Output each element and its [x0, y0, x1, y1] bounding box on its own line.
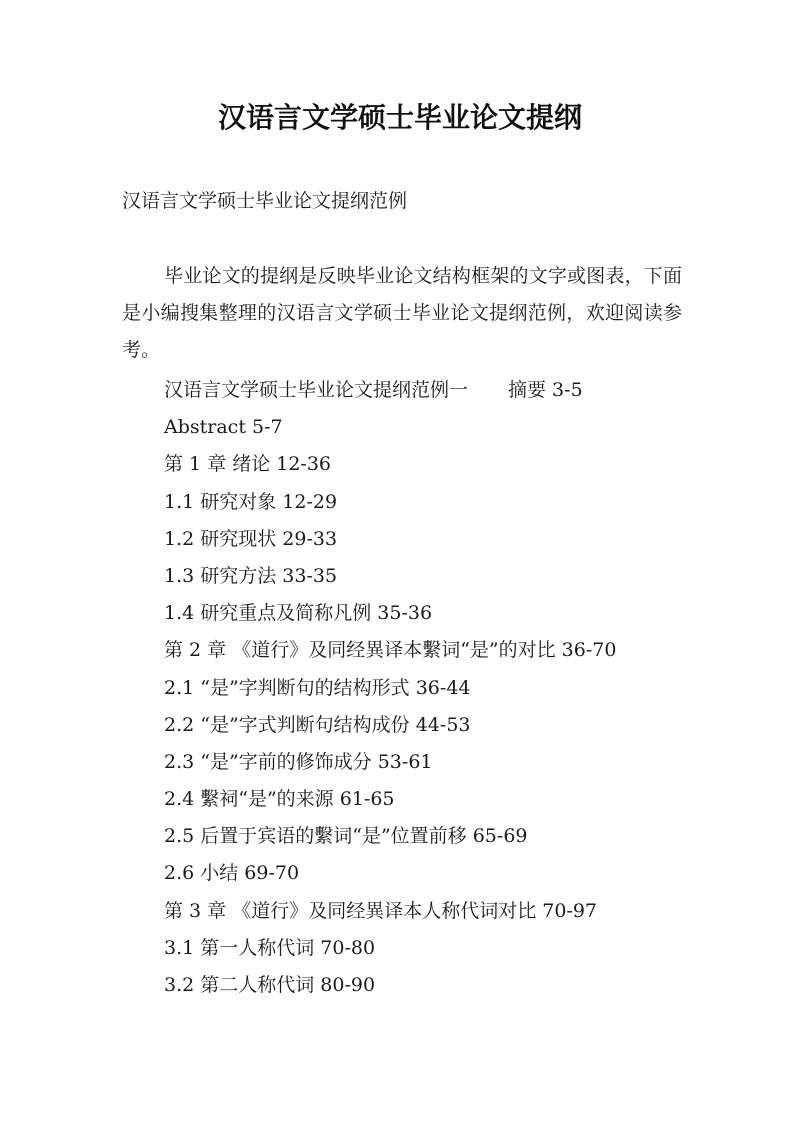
toc-entry: 第 3 章 《道行》及同经異译本人称代词对比 70-97 — [164, 899, 598, 922]
toc-entry: 1.4 研究重点及简称凡例 35-36 — [164, 602, 433, 625]
toc-entry: 1.2 研究现状 29-33 — [164, 527, 338, 550]
document-subtitle: 汉语言文学硕士毕业论文提纲范例 — [122, 190, 408, 212]
toc-entry: 2.3 “是”字前的修饰成分 53-61 — [164, 750, 433, 773]
toc-entry: 3.2 第二人称代词 80-90 — [164, 974, 376, 996]
toc-entry: 2.1 “是”字判断句的结构形式 36-44 — [164, 676, 471, 699]
toc-line-first — [164, 372, 616, 409]
intro-paragraph: 毕业论文的提纲是反映毕业论文结构框架的文字或图表，下面是小编搜集整理的汉语言文学硕士毕业论文提纲范例，欢迎阅读参考。 — [122, 265, 682, 361]
document-title: 汉语言文学硕士毕业论文提纲 — [217, 101, 582, 134]
example-heading: 汉语言文学硕士毕业论文提纲范例一 — [164, 379, 469, 401]
toc-entry: 3.1 第一人称代词 70-80 — [164, 936, 376, 959]
toc-entry: 2.4 繫祠“是”的来源 61-65 — [164, 788, 395, 811]
toc-entry: 2.2 “是”字式判断句结构成份 44-53 — [164, 713, 471, 736]
toc-entry: 第 1 章 绪论 12-36 — [164, 453, 332, 476]
toc-entry: 摘要 3-5 — [508, 379, 583, 401]
toc-entry: Abstract 5-7 — [164, 416, 283, 439]
toc-entry: 2.5 后置于宾语的繫词“是”位置前移 65-69 — [164, 825, 528, 848]
toc-entry: 1.1 研究对象 12-29 — [164, 490, 338, 513]
toc-entry: 1.3 研究方法 33-35 — [164, 564, 338, 587]
toc-entry: 2.6 小结 69-70 — [164, 862, 300, 885]
table-of-contents — [164, 372, 616, 1004]
toc-entry: 第 2 章 《道行》及同经異译本繫词“是”的对比 36-70 — [164, 639, 617, 662]
